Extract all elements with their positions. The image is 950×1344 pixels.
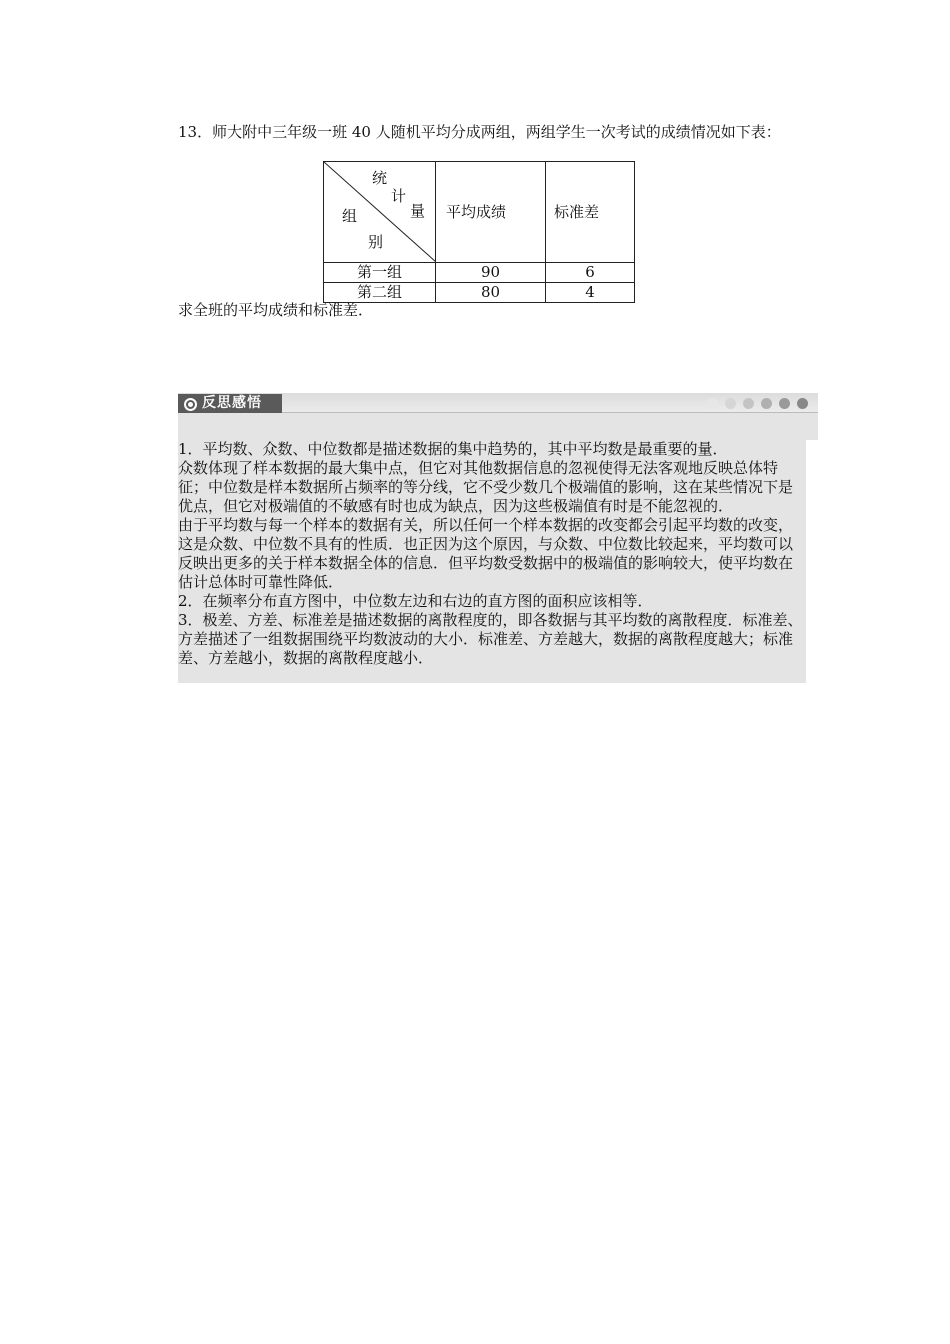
reflection-banner xyxy=(178,393,818,440)
group-cell: 第二组 xyxy=(324,283,436,303)
banner-title: 反思感悟 xyxy=(202,395,262,411)
reflection-paragraph: 由于平均数与每一个样本的数据有关，所以任何一个样本数据的改变都会引起平均数的改变，这是众数、中位数不具有的性质．也正因为这个原因，与众数、中位数比较起来，平均数可以反映出更多的关于样本数据全体的信息．但平均数受数据中的极端值的影响较大，使平均数在估计总体时可靠性降低． xyxy=(178,516,794,591)
mean-cell: 90 xyxy=(436,263,546,283)
reflection-paragraph: 众数体现了样本数据的最大集中点，但它对其他数据信息的忽视使得无法客观地反映总体特征；中位数是样本数据所占频率的等分线，它不受少数几个极端值的影响，这在某些情况下是优点，但它对极端值的不敏感有时也成为缺点，因为这些极端值有时是不能忽视的． xyxy=(178,459,794,515)
table-row xyxy=(324,263,635,283)
corner-label: 计 xyxy=(391,187,407,205)
corner-label: 量 xyxy=(410,202,426,220)
question-intro: 13．师大附中三年级一班 40 人随机平均分成两组，两组学生一次考试的成绩情况如下表： xyxy=(178,123,781,141)
bullet-ring-icon xyxy=(184,398,197,411)
dot-icon xyxy=(707,398,718,409)
reflection-paragraph: 1．平均数、众数、中位数都是描述数据的集中趋势的，其中平均数是最重要的量． xyxy=(178,440,728,458)
diagonal-header-cell xyxy=(324,162,436,263)
sd-cell: 6 xyxy=(546,263,635,283)
banner-divider xyxy=(282,412,818,413)
reflection-paragraph: 3．极差、方差、标准差是描述数据的离散程度的，即各数据与其平均数的离散程度．标准差、方差描述了一组数据围绕平均数波动的大小．标准差、方差越大，数据的离散程度越大；标准差、方差越小，数据的离散程度越小． xyxy=(178,611,803,667)
header-sd: 标准差 xyxy=(546,162,635,263)
mean-cell: 80 xyxy=(436,283,546,303)
stats-table xyxy=(323,161,635,303)
dot-icon xyxy=(797,398,808,409)
table-row xyxy=(324,283,635,303)
question-tail: 求全班的平均成绩和标准差． xyxy=(178,301,374,319)
sd-cell: 4 xyxy=(546,283,635,303)
corner-label: 组 xyxy=(342,207,358,225)
table-header-row xyxy=(324,162,635,263)
dot-icon xyxy=(743,398,754,409)
header-mean: 平均成绩 xyxy=(436,162,546,263)
reflection-paragraph: 2．在频率分布直方图中，中位数左边和右边的直方图的面积应该相等． xyxy=(178,592,653,610)
dot-icon xyxy=(779,398,790,409)
group-cell: 第一组 xyxy=(324,263,436,283)
dot-icon xyxy=(725,398,736,409)
corner-label: 别 xyxy=(368,233,384,251)
reflection-content xyxy=(178,440,804,668)
banner-tab xyxy=(178,394,282,413)
decorative-dots xyxy=(707,398,808,409)
dot-icon xyxy=(761,398,772,409)
corner-label: 统 xyxy=(372,169,388,187)
